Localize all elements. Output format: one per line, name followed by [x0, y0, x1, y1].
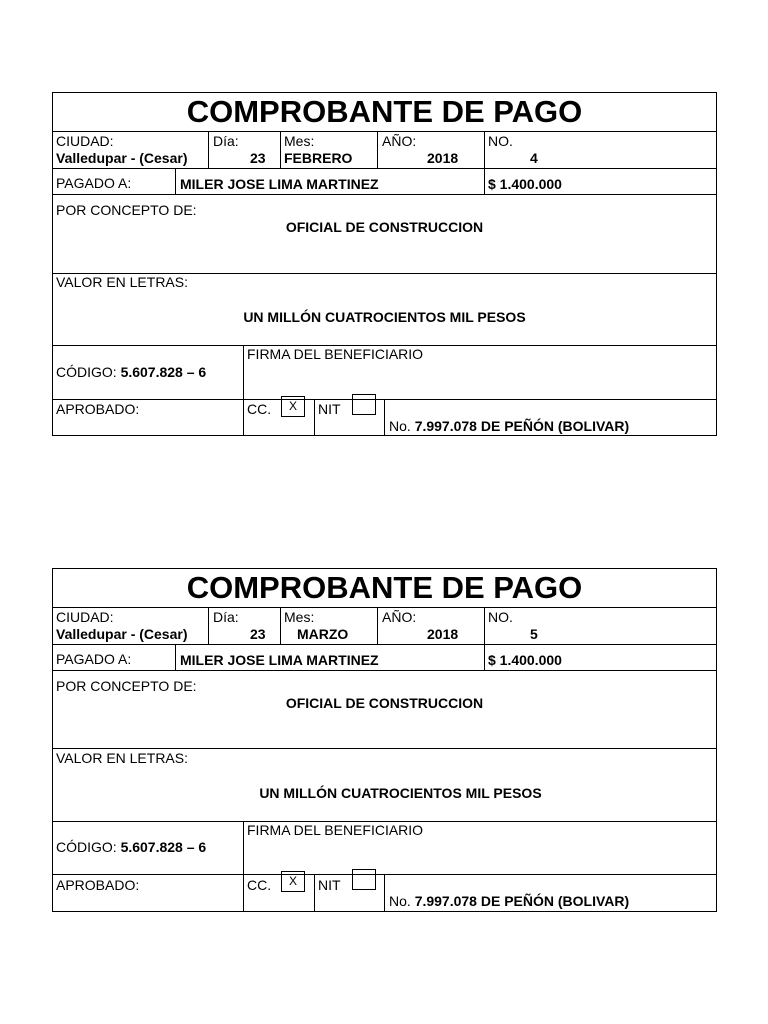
cc-label: CC. — [247, 401, 272, 417]
approved-label: APROBADO: — [56, 401, 140, 417]
id-number-value: 7.997.078 DE PEÑÓN (BOLIVAR) — [414, 893, 630, 909]
id-line — [389, 418, 629, 434]
month-label: Mes: — [284, 133, 315, 149]
code-line — [56, 364, 206, 380]
col-separator — [384, 399, 385, 436]
number-label: NO. — [488, 133, 513, 149]
concept-label: POR CONCEPTO DE: — [56, 678, 197, 694]
row-separator — [52, 748, 717, 749]
border-left — [52, 92, 53, 436]
row-separator — [52, 607, 717, 608]
col-separator — [243, 345, 244, 436]
cc-label: CC. — [247, 877, 272, 893]
signature-label: FIRMA DEL BENEFICIARIO — [247, 346, 424, 362]
border-top — [52, 92, 717, 93]
amount-words-label: VALOR EN LETRAS: — [56, 274, 189, 290]
city-label: CIUDAD: — [56, 609, 114, 625]
approved-label: APROBADO: — [56, 877, 140, 893]
col-separator — [243, 821, 244, 912]
col-separator — [377, 607, 378, 644]
concept-label: POR CONCEPTO DE: — [56, 202, 197, 218]
code-label: CÓDIGO: — [56, 839, 117, 855]
col-separator — [280, 131, 281, 168]
col-separator — [208, 607, 209, 644]
col-separator — [377, 131, 378, 168]
border-top — [52, 568, 717, 569]
concept-value: OFICIAL DE CONSTRUCCION — [285, 695, 484, 711]
amount-value: $ 1.400.000 — [488, 652, 562, 668]
cc-checkbox[interactable]: X — [281, 396, 305, 417]
amount-words-label: VALOR EN LETRAS: — [56, 750, 189, 766]
month-label: Mes: — [284, 609, 315, 625]
number-value: 4 — [530, 150, 538, 166]
id-number-label: No. — [389, 418, 411, 434]
col-separator — [280, 607, 281, 644]
concept-value: OFICIAL DE CONSTRUCCION — [285, 219, 484, 235]
border-right — [716, 568, 717, 912]
row-separator — [52, 194, 717, 195]
day-label: Día: — [213, 133, 239, 149]
nit-label: NIT — [318, 877, 341, 893]
code-value: 5.607.828 – 6 — [120, 364, 207, 380]
year-value: 2018 — [427, 150, 459, 166]
border-right — [716, 92, 717, 436]
year-label: AÑO: — [382, 133, 417, 149]
voucher-title: COMPROBANTE DE PAGO — [186, 94, 583, 129]
col-separator — [175, 644, 176, 670]
paid-to-label: PAGADO A: — [56, 651, 132, 667]
cc-checkbox[interactable]: X — [281, 871, 305, 892]
amount-words-value — [52, 309, 717, 325]
col-separator — [314, 399, 315, 436]
year-value: 2018 — [427, 626, 459, 642]
code-value: 5.607.828 – 6 — [120, 839, 207, 855]
amount-words-text: UN MILLÓN CUATROCIENTOS MIL PESOS — [243, 309, 526, 325]
voucher-title: COMPROBANTE DE PAGO — [186, 570, 583, 605]
paid-to-label: PAGADO A: — [56, 175, 132, 191]
paid-to-value: MILER JOSE LIMA MARTINEZ — [180, 652, 379, 668]
number-value: 5 — [530, 626, 538, 642]
day-label: Día: — [213, 609, 239, 625]
signature-label: FIRMA DEL BENEFICIARIO — [247, 822, 424, 838]
row-separator — [52, 670, 717, 671]
col-separator — [484, 607, 485, 670]
paid-to-value: MILER JOSE LIMA MARTINEZ — [180, 176, 379, 192]
city-value: Valledupar - (Cesar) — [56, 626, 188, 642]
id-line — [389, 893, 629, 909]
nit-label: NIT — [318, 401, 341, 417]
amount-words-value — [68, 785, 733, 801]
day-value: 23 — [250, 150, 266, 166]
month-value: MARZO — [297, 626, 349, 642]
col-separator — [384, 874, 385, 912]
border-left — [52, 568, 53, 912]
row-separator — [52, 131, 717, 132]
code-line — [56, 839, 206, 855]
row-separator — [52, 168, 717, 169]
row-separator — [52, 644, 717, 645]
id-number-value: 7.997.078 DE PEÑÓN (BOLIVAR) — [414, 418, 630, 434]
col-separator — [175, 168, 176, 194]
amount-value: $ 1.400.000 — [488, 176, 562, 192]
payment-voucher — [52, 92, 717, 436]
month-value: FEBRERO — [284, 150, 353, 166]
nit-checkbox[interactable] — [352, 869, 376, 890]
code-label: CÓDIGO: — [56, 364, 117, 380]
payment-voucher — [52, 568, 717, 912]
city-label: CIUDAD: — [56, 133, 114, 149]
number-label: NO. — [488, 609, 513, 625]
city-value: Valledupar - (Cesar) — [56, 150, 188, 166]
id-number-label: No. — [389, 893, 411, 909]
col-separator — [484, 131, 485, 194]
day-value: 23 — [250, 626, 266, 642]
year-label: AÑO: — [382, 609, 417, 625]
col-separator — [208, 131, 209, 168]
col-separator — [314, 874, 315, 912]
nit-checkbox[interactable] — [352, 394, 376, 415]
amount-words-text: UN MILLÓN CUATROCIENTOS MIL PESOS — [259, 785, 542, 801]
